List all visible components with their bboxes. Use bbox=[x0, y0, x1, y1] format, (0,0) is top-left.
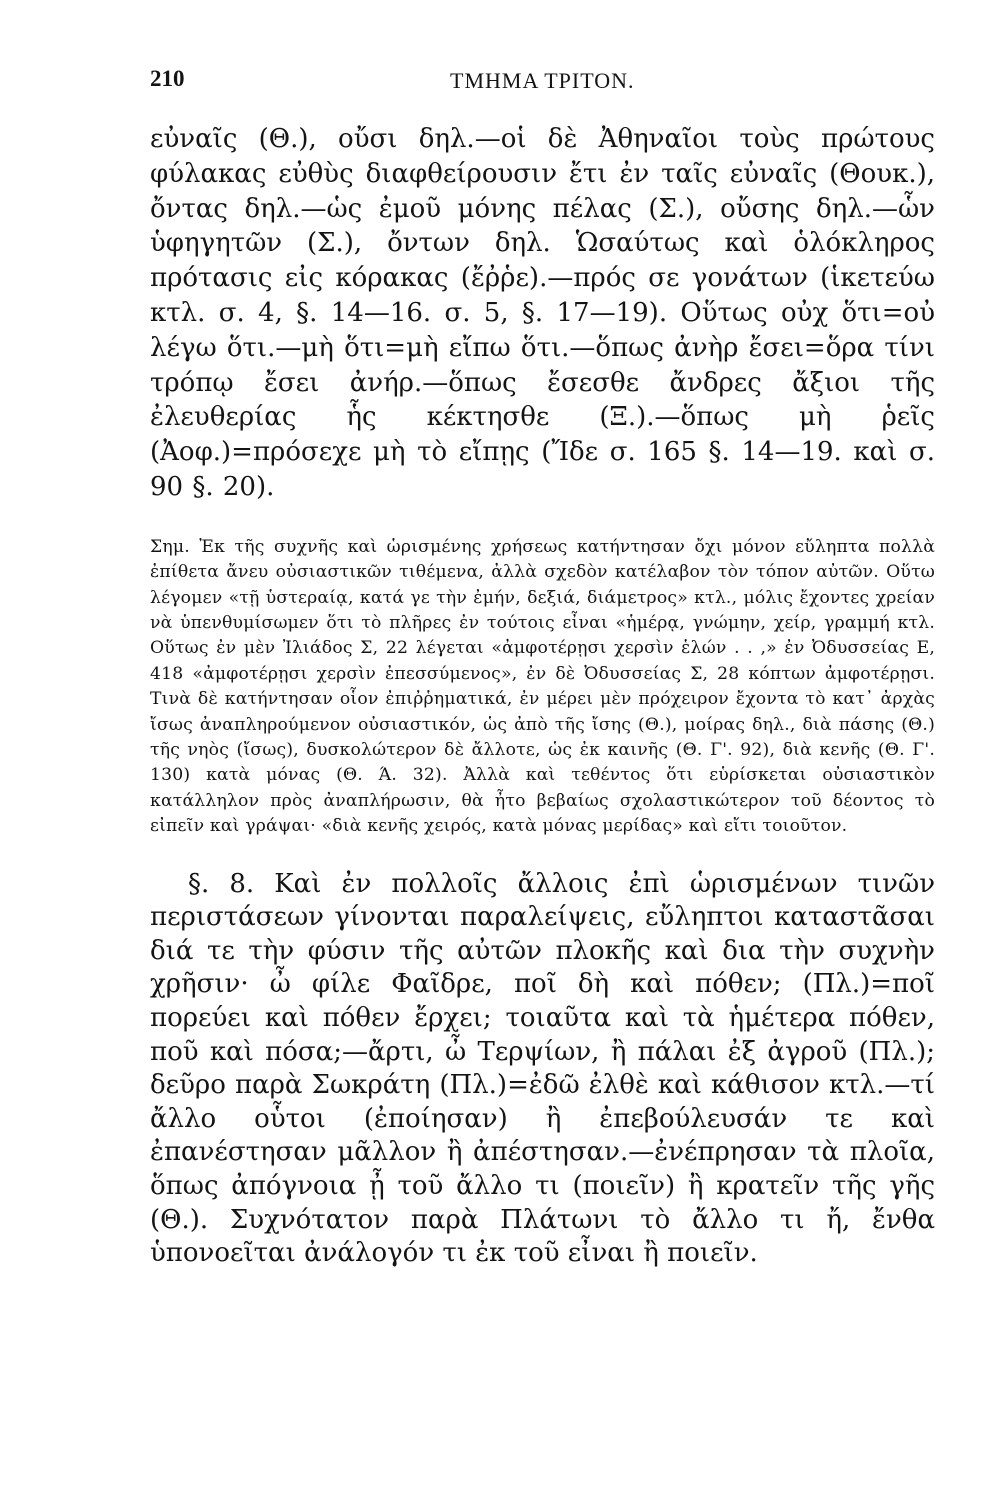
section-8-paragraph: §. 8. Καὶ ἐν πολλοῖς ἄλλοις ἐπὶ ὡρισμένων τινῶν περιστάσεων γίνονται παραλείψεις, εὔληπτοι καταστᾶσαι διά τε τὴν φύσιν τῆς αὐτῶν πλοκῆς καὶ δια τὴν συχνὴν χρῆσιν· ὦ φίλε Φαῖδρε, ποῖ δὴ καὶ πόθεν; (Πλ.)=ποῖ πορεύει καὶ πόθεν ἔρχει; τοιαῦτα καὶ τὰ ἡμέτερα πόθεν, ποῦ καὶ πόσα;—ἄρτι, ὦ Τερψίων, ἢ πάλαι ἐξ ἀγροῦ (Πλ.); δεῦρο παρὰ Σωκράτη (Πλ.)=ἐδῶ ἐλθὲ καὶ κάθισον κτλ.—τί ἄλλο οὗτοι (ἐποίησαν) ἢ ἐπεβούλευσάν τε καὶ ἐπανέστησαν μᾶλλον ἢ ἀπέστησαν.—ἐνέπρησαν τὰ πλοῖα, ὅπως ἀπόγνοια ᾖ τοῦ ἄλλο τι (ποιεῖν) ἢ κρατεῖν τῆς γῆς (Θ.). Συχνότατον παρὰ Πλάτωνι τὸ ἄλλο τι ἤ, ἔνθα ὑπονοεῖται ἀνάλογόν τι ἐκ τοῦ εἶναι ἢ ποιεῖν. bbox=[150, 868, 935, 1269]
running-title: ΤΜΗΜΑ ΤΡΙΤΟΝ. bbox=[450, 68, 635, 93]
page-number: 210 bbox=[150, 66, 185, 91]
paragraph-continuation: εὐναῖς (Θ.), οὔσι δηλ.—οἱ δὲ Ἀθηναῖοι τοὺς πρώτους φύλακας εὐθὺς διαφθείρουσιν ἔτι ἐν ταῖς εὐναῖς (Θουκ.), ὄντας δηλ.—ὡς ἐμοῦ μόνης πέλας (Σ.), οὔσης δηλ.—ὧν ὑφηγητῶν (Σ.), ὄντων δηλ. Ὡσαύτως καὶ ὁλόκληρος πρότασις εἰς κόρακας (ἔῤῥε).—πρός σε γονάτων (ἱκετεύω κτλ. σ. 4, §. 14—16. σ. 5, §. 17—19). Οὕτως οὐχ ὅτι=οὐ λέγω ὅτι.—μὴ ὅτι=μὴ εἴπω ὅτι.—ὅπως ἀνὴρ ἔσει=ὅρα τίνι τρόπῳ ἔσει ἀνήρ.—ὅπως ἔσεσθε ἄνδρες ἄξιοι τῆς ἐλευθερίας ἧς κέκτησθε (Ξ.).—ὅπως μὴ ῥεῖς (Ἀοφ.)=πρόσεχε μὴ τὸ εἴπῃς (Ἴδε σ. 165 §. 14—19. καὶ σ. 90 §. 20). bbox=[150, 124, 935, 502]
page-header bbox=[150, 66, 935, 100]
note-paragraph: Σημ. Ἐκ τῆς συχνῆς καὶ ὡρισμένης χρήσεως κατήντησαν ὄχι μόνον εὔληπτα πολλὰ ἐπίθετα ἄνευ οὐσιαστικῶν τιθέμενα, ἀλλὰ σχεδὸν κατέλαβον τὸν τόπον αὐτῶν. Οὕτω λέγομεν «τῇ ὑστεραίᾳ, κατά γε τὴν ἐμήν, δεξιά, διάμετρος» κτλ., μόλις ἔχοντες χρείαν νὰ ὑπενθυμίσωμεν ὅτι τὸ πλῆρες ἐν τούτοις εἶναι «ἡμέρᾳ, γνώμην, χείρ, γραμμή κτλ. Οὕτως ἐν μὲν Ἰλιάδος Σ, 22 λέγεται «ἀμφοτέρῃσι χερσὶν ἑλών . . ,» ἐν Ὀδυσσείας Ε, 418 «ἀμφοτέρῃσι χερσὶν ἐπεσσύμενος», ἐν δὲ Ὀδυσσείας Σ, 28 κόπτων ἀμφοτέρῃσι. Τινὰ δὲ κατήντησαν οἷον ἐπιῤῥηματικά, ἐν μέρει μὲν πρόχειρον ἔχοντα τὸ κατ᾽ ἀρχὰς ἴσως ἀναπληρούμενον οὐσιαστικόν, ὡς ἀπὸ τῆς ἴσης (Θ.), μοίρας δηλ., διὰ πάσης (Θ.) τῆς νηὸς (ἴσως), δυσκολώτερον δὲ ἄλλοτε, ὡς ἐκ καινῆς (Θ. Γ'. 92), διὰ κενῆς (Θ. Γ'. 130) κατὰ μόνας (Θ. Ά. 32). Ἀλλὰ καὶ τεθέντος ὅτι εὑρίσκεται οὐσιαστικὸν κατάλληλον πρὸς ἀναπλήρωσιν, θὰ ἦτο βεβαίως σχολαστικώτερον τοῦ δέοντος τὸ εἰπεῖν καὶ γράψαι· «διὰ κενῆς χειρός, κατὰ μόνας μερίδας» καὶ εἴτι τοιοῦτον. bbox=[150, 536, 935, 837]
